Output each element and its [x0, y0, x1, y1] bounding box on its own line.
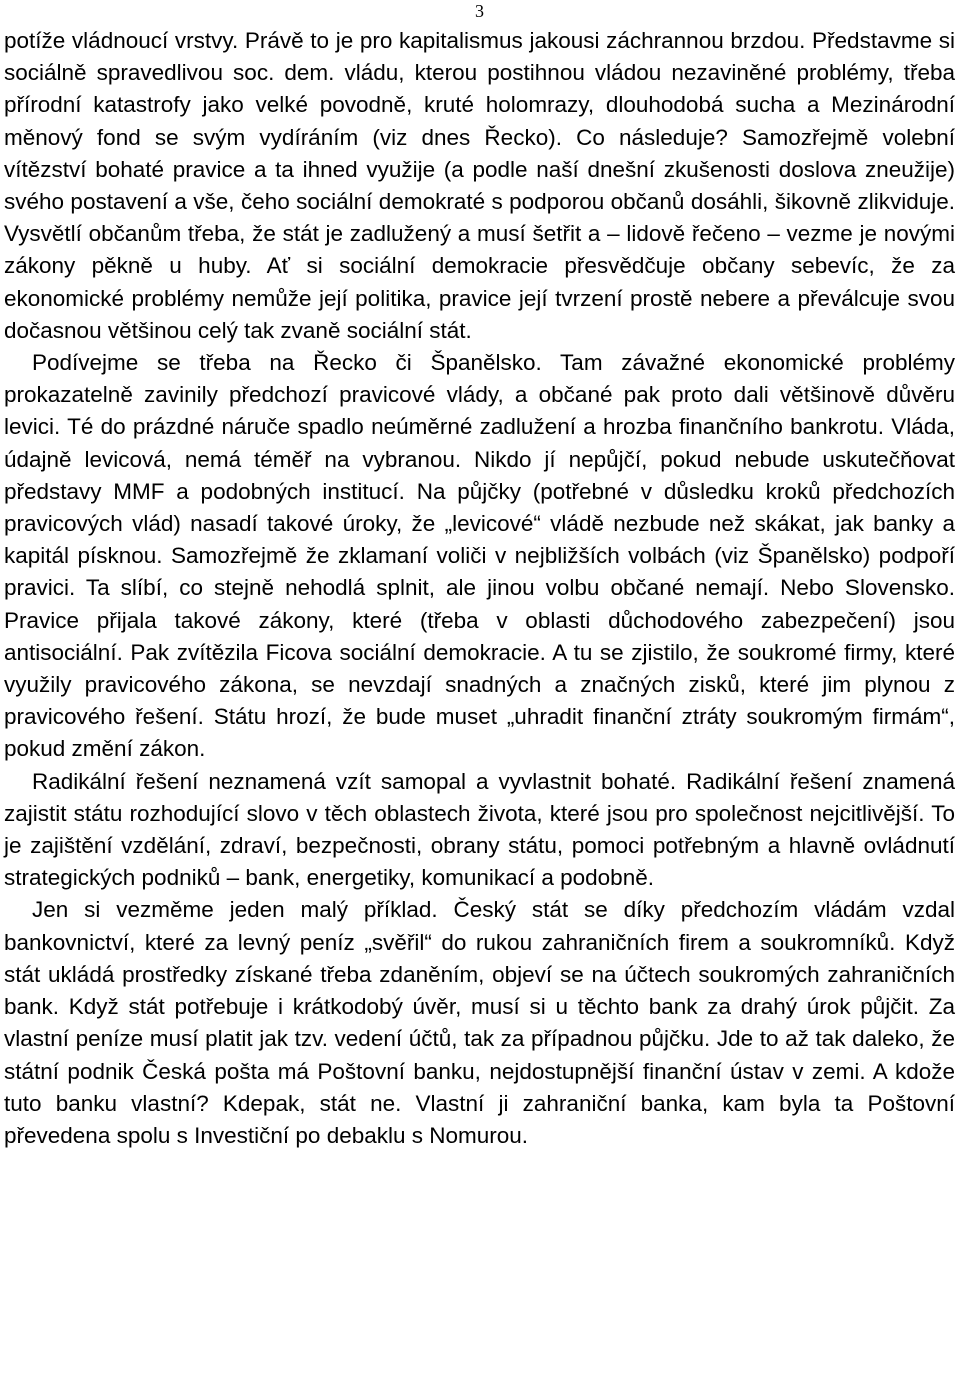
paragraph-2: Podívejme se třeba na Řecko či Španělsko. Tam závažné ekonomické problémy prokazatelně zavinily předchozí pravicové vlády, a občané pak proto dali většinově důvěru levici. Té do prázdné náruče spadlo neúměrné zadlužení a hrozba finančního bankrotu. Vláda, údajně levicová, nemá téměř na vybranou. Nikdo jí nepůjčí, pokud nebude uskutečňovat představy MMF a podobných institucí. Na půjčky (potřebné v důsledku kroků předchozích pravicových vlád) nasadí takové úroky, že „levicové“ vládě nezbude než skákat, jak banky a kapitál písknou. Samozřejmě že zklamaní voliči v nejbližších volbách (viz Španělsko) podpoří pravici. Ta slíbí, co stejně nehodlá splnit, ale jinou volbu občané nemají. Nebo Slovensko. Pravice přijala takové zákony, které (třeba v oblasti důchodového zabezpečení) jsou antisociální. Pak zvítězila Ficova sociální demokracie. A tu se zjistilo, že soukromé firmy, které využily pravicového zákona, se nevzdají snadných a značných zisků, které jim plynou z pravicového řešení. Státu hrozí, že bude muset „uhradit finanční ztráty soukromým firmám“, pokud změní zákon. [4, 350, 955, 762]
document-page [4, 0, 955, 1381]
paragraph-1: potíže vládnoucí vrstvy. Právě to je pro kapitalismus jakousi záchrannou brzdou. Představme si sociálně spravedlivou soc. dem. vládu, kterou postihnou vládou nezaviněné problémy, třeba přírodní katastrofy jako velké povodně, kruté holomrazy, dlouhodobá sucha a Mezinárodní měnový fond se svým vydíráním (viz dnes Řecko). Co následuje? Samozřejmě volební vítězství bohaté pravice a ta ihned využije (a podle naší dnešní zkušenosti doslova zneužije) svého postavení a vše, čeho sociální demokraté s podporou občanů dosáhli, šikovně zlikviduje. Vysvětlí občanům třeba, že stát je zadlužený a musí šetřit a – lidově řečeno – vezme je novými zákony pěkně u huby. Ať si sociální demokracie přesvědčuje občany sebevíc, že za ekonomické problémy nemůže její politika, pravice její tvrzení prostě nebere a převálcuje svou dočasnou většinou celý tak zvaně sociální stát. [4, 28, 955, 343]
document-body [4, 25, 955, 1152]
paragraph-3: Radikální řešení neznamená vzít samopal a vyvlastnit bohaté. Radikální řešení znamená zajistit státu rozhodující slovo v těch oblastech života, které jsou pro společnost nejcitlivější. To je zajištění vzdělání, zdraví, bezpečnosti, obrany státu, pomoci potřebným a hlavně ovládnutí strategických podniků – bank, energetiky, komunikací a podobně. [4, 768, 955, 891]
page-number: 3 [475, 1, 484, 21]
paragraph-4: Jen si vezměme jeden malý příklad. Český stát se díky předchozím vládám vzdal bankovnictví, které za levný peníz „svěřil“ do rukou zahraničních firem a soukromníků. Když stát ukládá prostředky získané třeba zdaněním, objeví se na účtech soukromých zahraničních bank. Když stát potřebuje i krátkodobý úvěr, musí si u těchto bank za drahý úrok půjčit. Za vlastní peníze musí platit jak tzv. vedení účtů, tak za případnou půjčku. Jde to až tak daleko, že státní podnik Česká pošta má Poštovní banku, nejdostupnější finanční ústav v zemi. A kdože tuto banku vlastní? Kdepak, stát ne. Vlastní ji zahraniční banka, kam byla ta Poštovní převedena spolu s Investiční po debaklu s Nomurou. [4, 897, 955, 1148]
